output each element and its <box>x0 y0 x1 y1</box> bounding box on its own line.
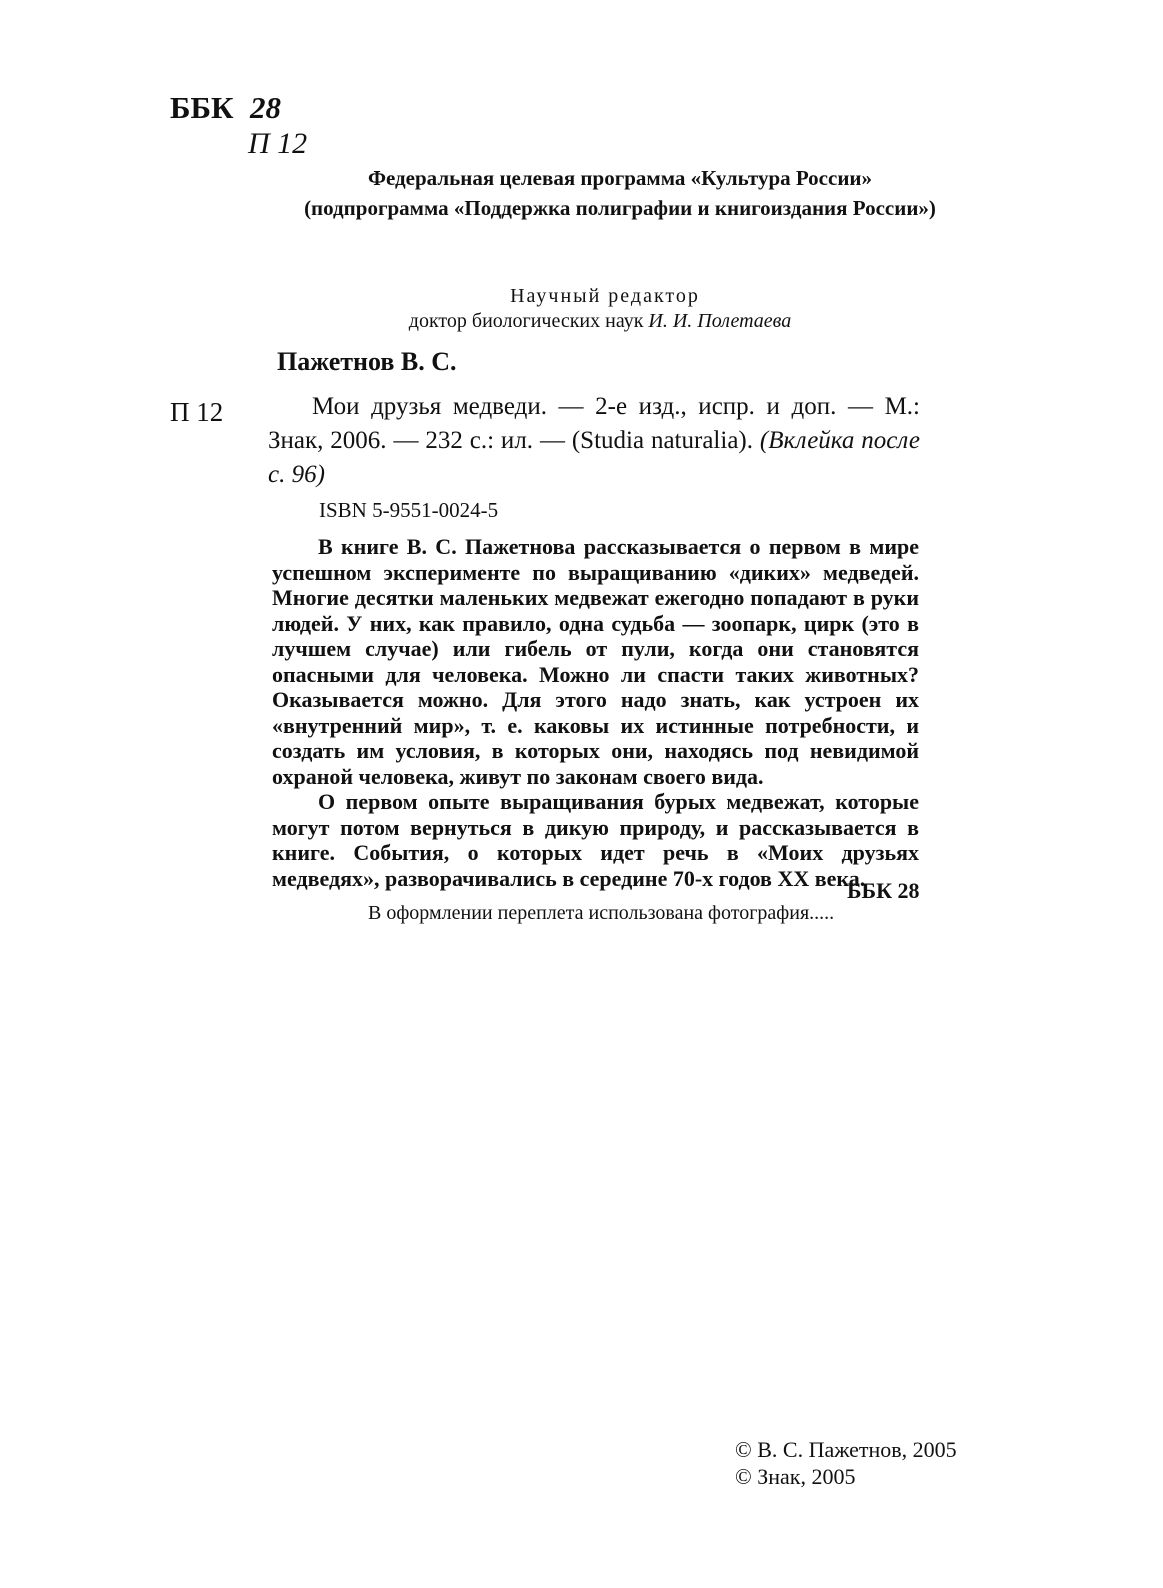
annotation <box>272 534 919 891</box>
cover-note: В оформлении переплета использована фотография..... <box>368 902 835 924</box>
program-line-1: Федеральная целевая программа «Культура России» <box>367 166 873 190</box>
editor-credit <box>300 310 900 333</box>
bbk-bottom: ББК 28 <box>847 878 920 903</box>
program-line-2: (подпрограмма «Поддержка полиграфии и книгоиздания России») <box>304 196 936 220</box>
bibliographic-main: Мои друзья медведи. — 2-е изд., испр. и доп. — М.: Знак, 2006. — 232 с.: ил. — (Studia naturalia). <box>268 393 920 454</box>
annotation-paragraph-1: В книге В. С. Пажетнова рассказывается о первом в мире успешном эксперименте по выращиванию «диких» медведей. Многие десятки маленьких медвежат ежегодно попадают в руки людей. У них, как правило, одна судьба — зоопарк, цирк (это в лучшем случае) или гибель от пули, когда они становятся опасными для человека. Можно ли спасти таких животных? Оказывается можно. Для этого надо знать, как устроен их «внутренний мир», т. е. каковы их истинные потребности, и создать им условия, в которых они, находясь под невидимой охраной человека, живут по законам своего вида. <box>272 534 919 789</box>
side-author-mark: П 12 <box>170 397 224 427</box>
bbk-number: 28 <box>250 90 281 125</box>
editor-name: И. И. Полетаева <box>648 310 792 332</box>
editor-title: Научный редактор <box>510 285 700 307</box>
annotation-paragraph-2: О первом опыте выращивания бурых медвежат, которые могут потом вернуться в дикую природу, и рассказывается в книге. События, о которых идет речь в «Моих друзьях медведях», разворачивались в середине 70-х годов XX века. <box>272 789 919 891</box>
copyright-author: © В. С. Пажетнов, 2005 <box>735 1437 957 1462</box>
bibliographic-insert-note: (Вклейка после с. 96) <box>268 427 920 488</box>
isbn: ISBN 5-9551-0024-5 <box>319 498 499 522</box>
editor-degree: доктор биологических наук <box>408 310 644 332</box>
bbk-label: ББК <box>170 90 234 125</box>
bibliographic-description <box>268 390 920 492</box>
author-mark: П 12 <box>248 127 308 160</box>
copyright-publisher: © Знак, 2005 <box>735 1464 856 1489</box>
bbk-classification <box>170 90 281 126</box>
author-heading: Пажетнов В. С. <box>277 347 457 376</box>
